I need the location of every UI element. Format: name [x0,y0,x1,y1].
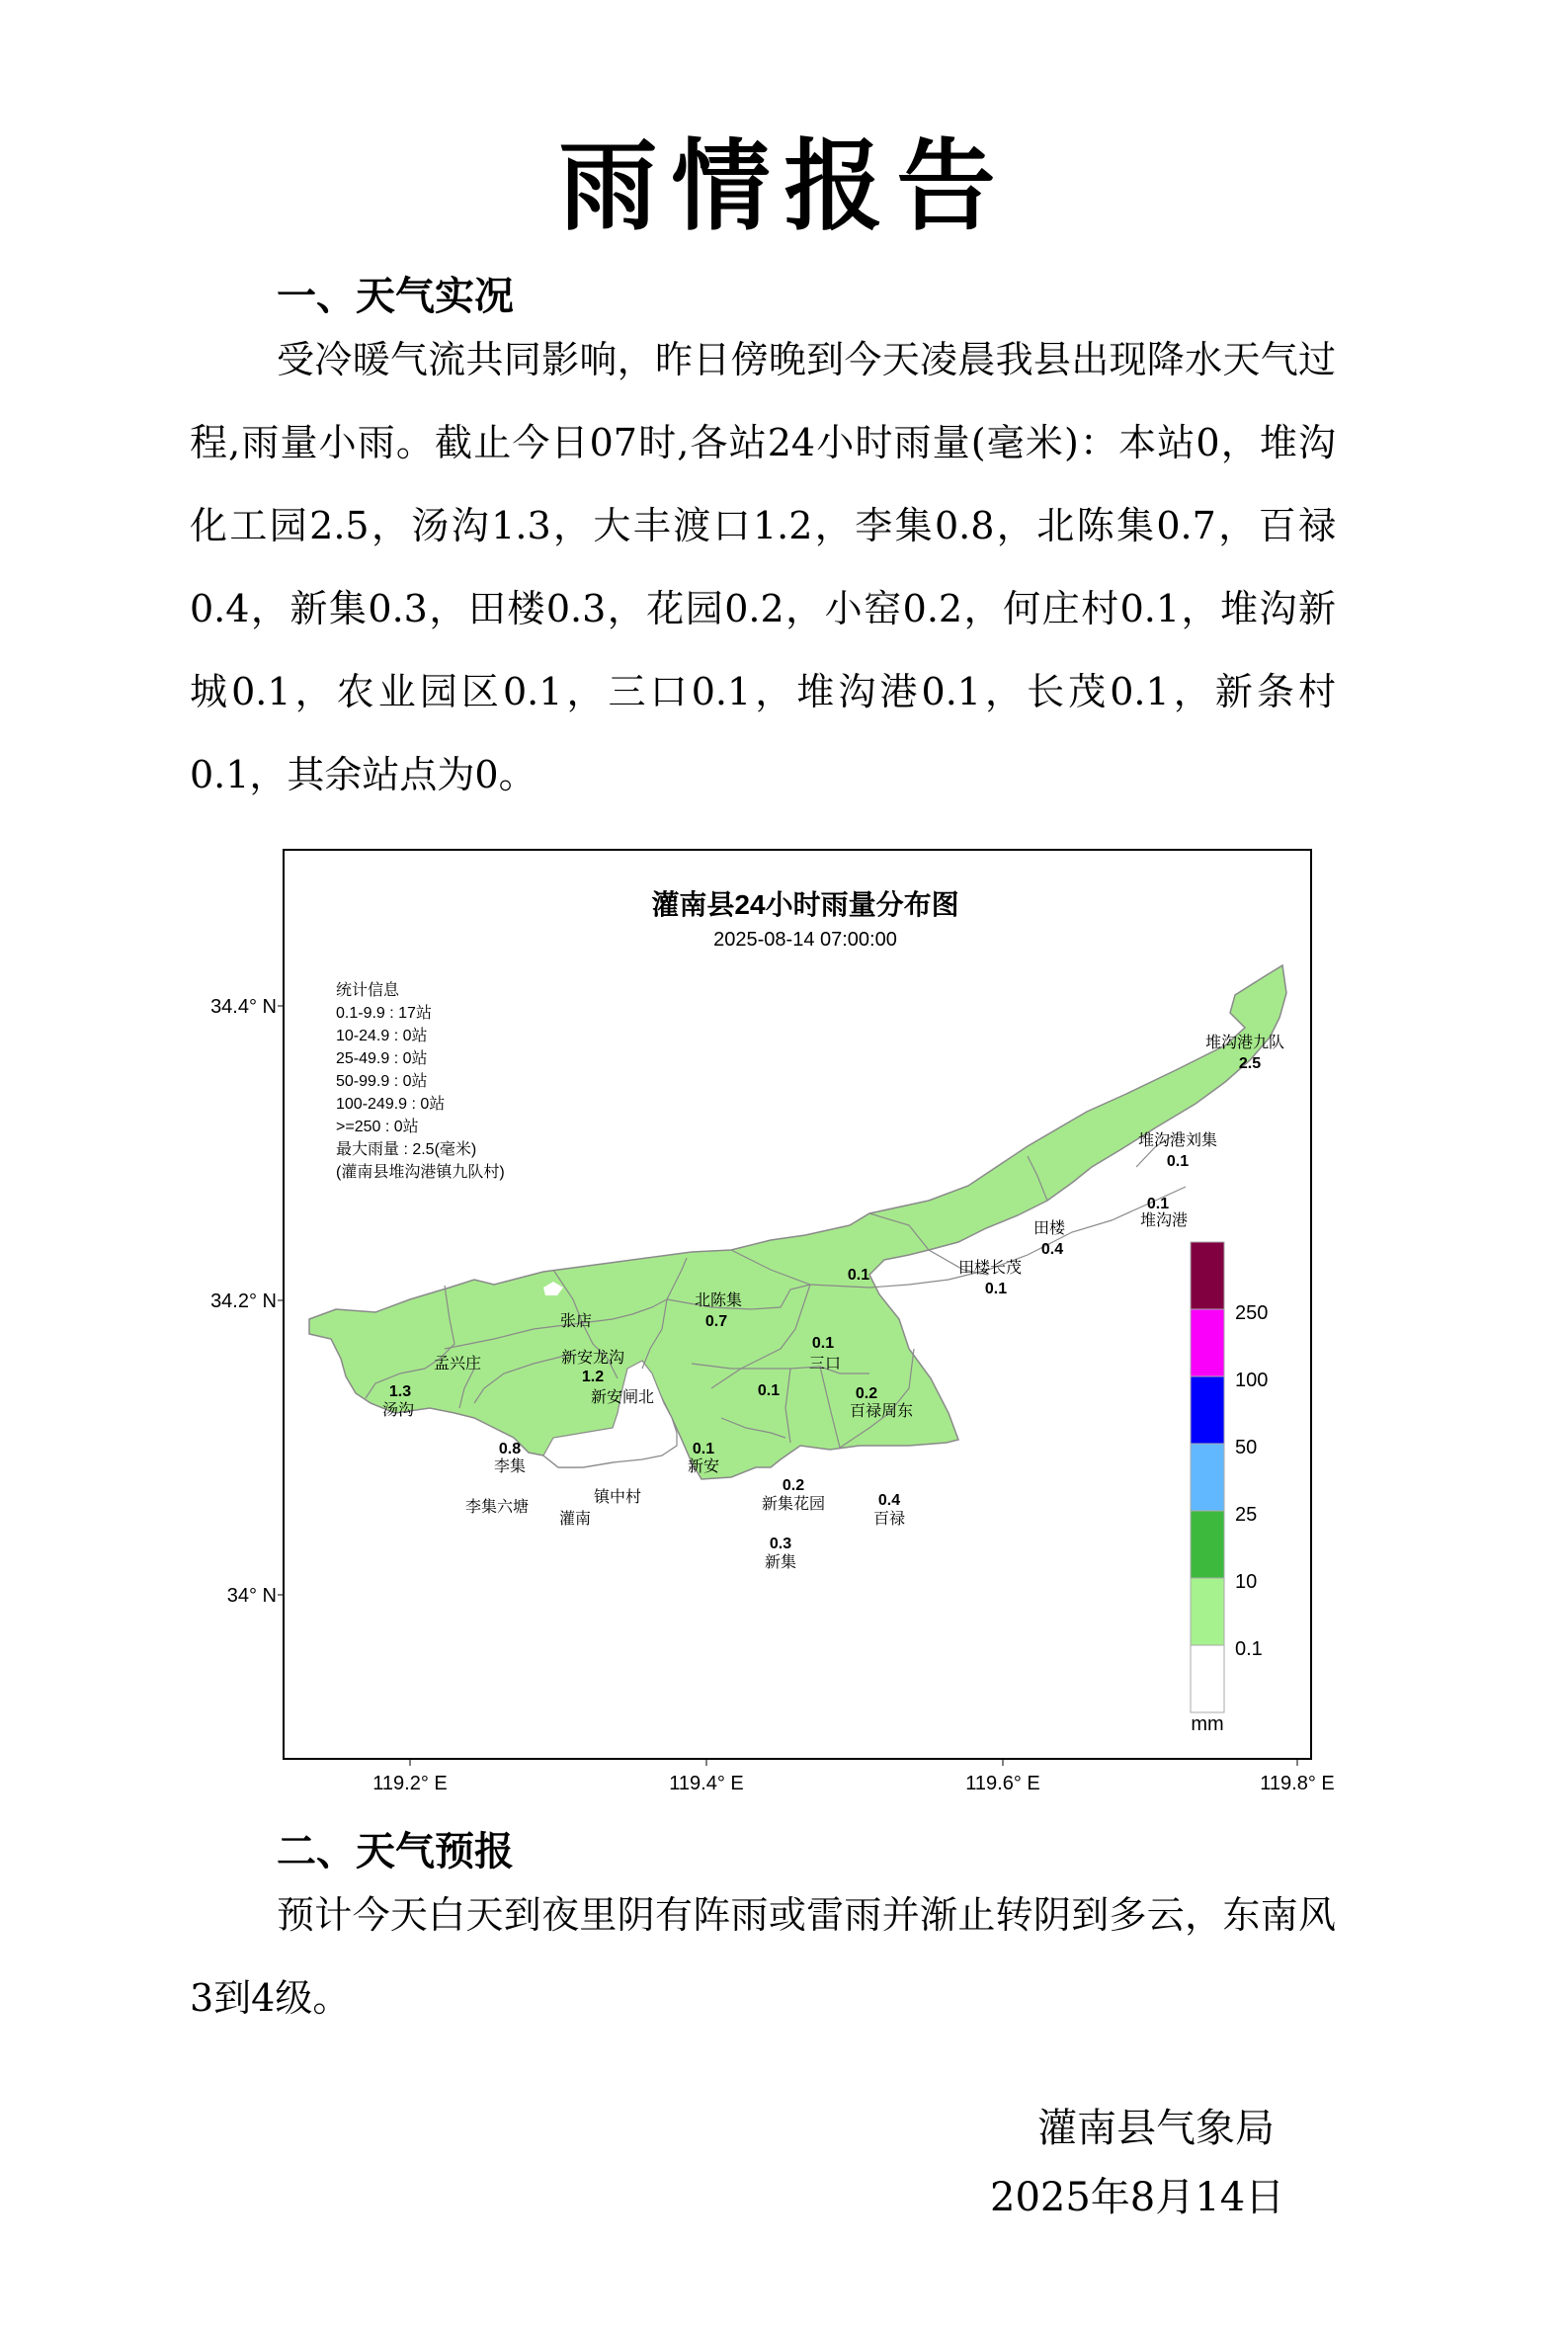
svg-text:0.1: 0.1 [811,1335,835,1352]
legend-tick: 25 [1235,1504,1258,1526]
svg-text:灌南: 灌南 [558,1511,592,1528]
station [594,1487,641,1506]
svg-text:三口: 三口 [808,1356,842,1372]
signature-date: 2025年8月14日 [990,2175,1285,2220]
legend-swatch [1191,1444,1224,1511]
legend-swatch [1191,1511,1224,1578]
stats-line: 25-49.9 : 0站 [336,1050,428,1067]
lat-label: 34° N [226,1585,277,1607]
svg-text:0.1: 0.1 [847,1267,870,1284]
lon-label: 119.8° E [1260,1773,1335,1794]
stats-line: 50-99.9 : 0站 [336,1073,428,1090]
svg-text:0.1: 0.1 [692,1441,715,1457]
svg-text:0.1: 0.1 [757,1382,781,1399]
svg-text:0.7: 0.7 [704,1313,728,1330]
lon-label: 119.2° E [372,1773,448,1794]
svg-text:1.3: 1.3 [388,1383,412,1400]
svg-text:0.4: 0.4 [1040,1241,1064,1258]
stats-line: 0.1-9.9 : 17站 [336,1005,432,1022]
map-title: 灌南县24小时雨量分布图 [651,889,959,920]
station [434,1355,481,1372]
legend-swatch [1191,1376,1224,1444]
svg-text:0.2: 0.2 [782,1477,805,1494]
svg-text:0.1: 0.1 [1166,1153,1190,1170]
svg-text:张店: 张店 [559,1313,593,1330]
stats-line: 100-249.9 : 0站 [336,1096,446,1113]
legend-tick: 10 [1235,1571,1258,1593]
station [560,1312,592,1330]
legend-tick: 250 [1235,1302,1269,1324]
station [465,1498,529,1516]
legend-tick: 0.1 [1235,1638,1263,1660]
svg-text:0.1: 0.1 [984,1281,1008,1297]
section1-body: 受冷暖气流共同影响，昨日傍晚到今天凌晨我县出现降水天气过程,雨量小雨。截止今日07时,各站24小时雨量(毫米)：本站0，堆沟化工园2.5，汤沟1.3，大丰渡口1.2，李集0.8，北陈集0.7，百禄0.4，新集0.3，田楼0.3，花园0.2，小窑0.2，何庄村0.1，堆沟新城0.1，农业园区0.1，三口0.1，堆沟港0.1，长茂0.1，新条村0.1，其余站点为0。 [190,338,1336,796]
signature-org: 灌南县气象局 [1037,2106,1275,2151]
lon-label: 119.6° E [965,1773,1040,1794]
svg-text:新集: 新集 [764,1554,797,1571]
svg-text:新安闸北: 新安闸北 [590,1389,655,1406]
svg-text:堆沟港: 堆沟港 [1139,1212,1189,1229]
svg-text:百禄: 百禄 [872,1511,906,1528]
legend-unit: mm [1191,1713,1224,1735]
stats-line: 最大雨量 : 2.5(毫米) [336,1141,477,1158]
stats-line: >=250 : 0站 [336,1119,419,1135]
stats-line: 10-24.9 : 0站 [336,1028,428,1044]
svg-text:0.1: 0.1 [1146,1196,1170,1212]
map-datetime: 2025-08-14 07:00:00 [713,929,897,951]
stats-line: 统计信息 [336,982,400,999]
legend-swatch [1191,1578,1224,1645]
station [758,1382,780,1399]
section2-heading: 二、天气预报 [277,1828,514,1874]
svg-text:新安: 新安 [687,1458,720,1475]
svg-text:新集花园: 新集花园 [761,1496,826,1513]
legend-swatch [1191,1242,1224,1309]
svg-text:0.3: 0.3 [769,1536,792,1552]
svg-text:田楼: 田楼 [1032,1220,1066,1237]
station [591,1388,654,1406]
svg-text:汤沟: 汤沟 [381,1402,415,1419]
svg-text:田楼长茂: 田楼长茂 [957,1260,1023,1277]
lon-label: 119.4° E [669,1773,744,1794]
svg-text:堆沟港九队: 堆沟港九队 [1204,1035,1285,1051]
section1-heading: 一、天气实况 [277,273,514,319]
legend-tick: 100 [1235,1370,1269,1391]
svg-text:孟兴庄: 孟兴庄 [433,1356,482,1372]
svg-text:0.2: 0.2 [855,1385,878,1402]
svg-text:北陈集: 北陈集 [694,1292,743,1309]
svg-text:新安龙沟: 新安龙沟 [560,1350,625,1367]
legend-swatch [1191,1645,1224,1712]
section2-body: 预计今天白天到夜里阴有阵雨或雷雨并渐止转阴到多云，东南风3到4级。 [190,1893,1336,2020]
svg-text:0.8: 0.8 [498,1441,522,1457]
lat-label: 34.2° N [210,1290,277,1312]
legend-tick: 50 [1235,1437,1258,1458]
legend-swatch [1191,1309,1224,1376]
rainfall-map [178,835,1344,1823]
svg-text:0.4: 0.4 [877,1492,901,1509]
svg-text:百禄周东: 百禄周东 [849,1403,914,1420]
svg-text:镇中村: 镇中村 [593,1489,642,1506]
svg-text:2.5: 2.5 [1238,1055,1262,1072]
svg-text:李集: 李集 [493,1458,527,1475]
station [848,1267,869,1284]
svg-text:堆沟港刘集: 堆沟港刘集 [1137,1132,1218,1149]
station [559,1509,591,1528]
stats-line: (灌南县堆沟港镇九队村) [336,1164,505,1181]
svg-text:1.2: 1.2 [581,1369,605,1385]
svg-text:李集六塘: 李集六塘 [464,1499,530,1516]
lat-label: 34.4° N [210,996,277,1018]
report-title: 雨情报告 [558,128,1010,244]
